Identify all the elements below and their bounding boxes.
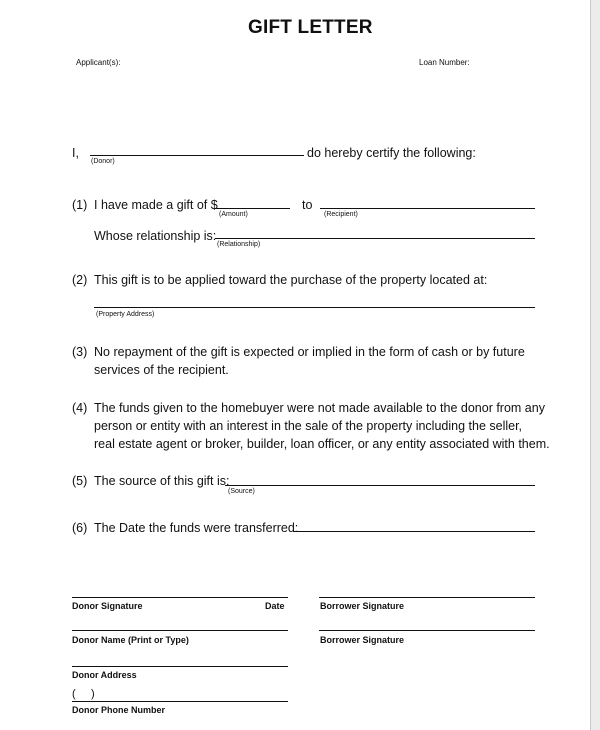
document-title: GIFT LETTER	[248, 17, 373, 38]
item-6-number: (6)	[72, 521, 88, 535]
item-2-number: (2)	[72, 273, 88, 287]
transfer-date-line[interactable]	[293, 531, 535, 532]
gift-source-line[interactable]	[225, 485, 535, 486]
donor-name-print-line[interactable]	[72, 630, 288, 631]
item-3-line-2: services of the recipient.	[94, 363, 229, 377]
borrower-signature-label-2: Borrower Signature	[320, 635, 405, 645]
donor-caption: (Donor)	[91, 158, 115, 165]
donor-address-label: Donor Address	[72, 670, 137, 680]
donor-name-line[interactable]	[90, 155, 304, 156]
donor-address-line[interactable]	[72, 666, 288, 667]
relationship-line[interactable]	[215, 238, 535, 239]
item-4-line-3: real estate agent or broker, builder, loan officer, or any entity associated with them.	[94, 437, 550, 451]
item-3-line-1: No repayment of the gift is expected or implied in the form of cash or by future	[94, 345, 525, 359]
item-4-line-1: The funds given to the homebuyer were not made available to the donor from any	[94, 401, 545, 415]
certify-suffix: do hereby certify the following:	[307, 146, 476, 160]
item-1-text: I have made a gift of $	[94, 198, 218, 212]
property-address-caption: (Property Address)	[96, 311, 155, 318]
item-5-text: The source of this gift is:	[94, 474, 230, 488]
recipient-line[interactable]	[320, 208, 535, 209]
borrower-signature-line-1[interactable]	[319, 597, 535, 598]
item-3-number: (3)	[72, 345, 88, 359]
relationship-text: Whose relationship is:	[94, 229, 217, 243]
phone-area-code-paren: ( )	[72, 688, 95, 700]
item-5-number: (5)	[72, 474, 88, 488]
donor-phone-label: Donor Phone Number	[72, 705, 166, 715]
applicants-label: Applicant(s):	[76, 58, 121, 67]
amount-caption: (Amount)	[219, 211, 248, 218]
property-address-line[interactable]	[94, 307, 535, 308]
item-4-line-2: person or entity with an interest in the sale of the property including the seller,	[94, 419, 523, 433]
donor-signature-line[interactable]	[72, 597, 288, 598]
gift-amount-line[interactable]	[215, 208, 290, 209]
certify-prefix: I,	[72, 146, 79, 160]
donor-signature-label: Donor Signature	[72, 601, 143, 611]
borrower-signature-label-1: Borrower Signature	[320, 601, 405, 611]
item-2-text: This gift is to be applied toward the purchase of the property located at:	[94, 273, 488, 287]
date-label: Date	[265, 601, 285, 611]
item-4-number: (4)	[72, 401, 88, 415]
donor-phone-line[interactable]	[72, 701, 288, 702]
item-6-text: The Date the funds were transferred:	[94, 521, 299, 535]
relationship-caption: (Relationship)	[217, 241, 261, 248]
borrower-signature-line-2[interactable]	[319, 630, 535, 631]
item-1-number: (1)	[72, 198, 88, 212]
donor-name-label: Donor Name (Print or Type)	[72, 635, 189, 645]
loan-number-label: Loan Number:	[419, 58, 470, 67]
source-caption: (Source)	[228, 488, 255, 495]
recipient-caption: (Recipient)	[324, 211, 358, 218]
item-1-to: to	[302, 198, 313, 212]
